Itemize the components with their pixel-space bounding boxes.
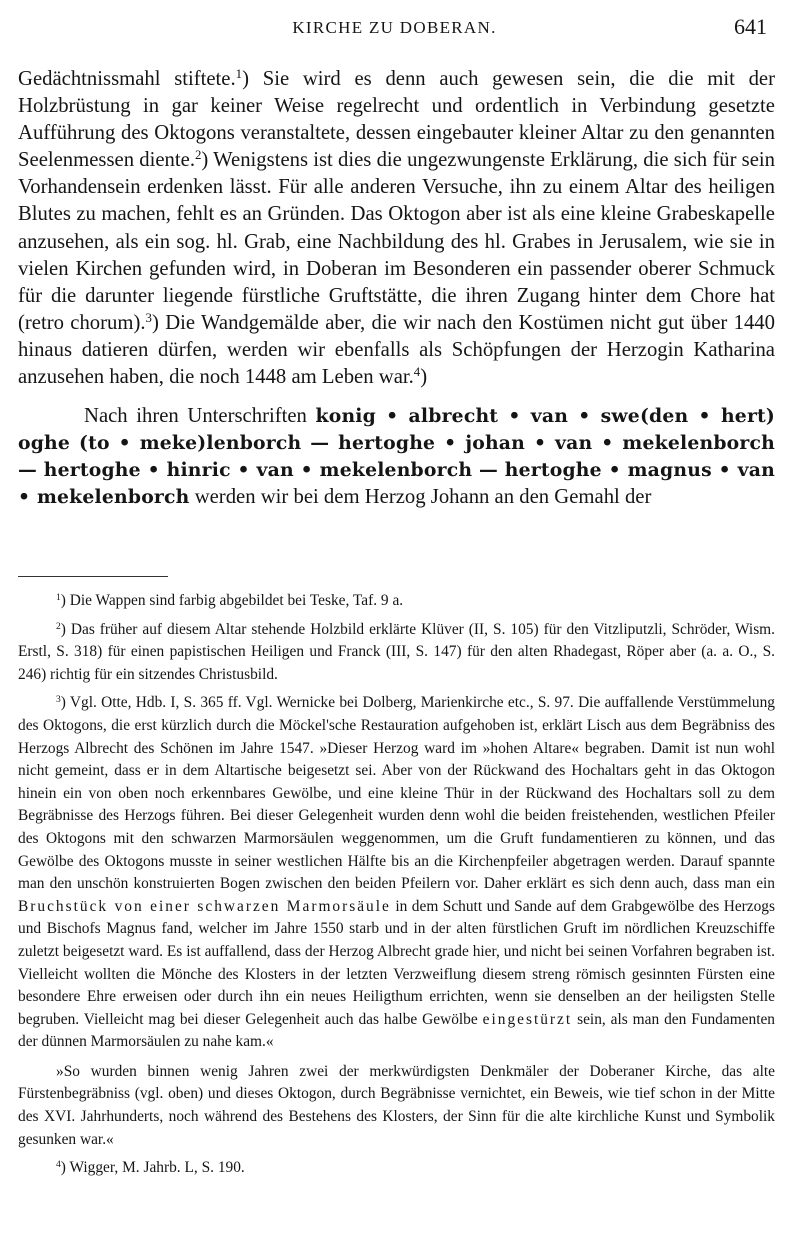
footnote-3-spaced-1: Bruchstück von einer schwarzen Marmorsäule <box>18 897 391 915</box>
footnote-1 <box>18 590 775 613</box>
footnote-ref-2: 2 <box>195 148 202 163</box>
footnote-rule <box>18 576 168 577</box>
p2-outro: werden wir bei dem Herzog Johann an den Gemahl der <box>194 486 652 509</box>
page-number: 641 <box>734 14 767 39</box>
p2-intro: Nach ihren Unterschriften <box>84 405 307 428</box>
blackletter-inscription: konig • albrecht • van • swe(den • hert) oghe (to • meke)lenborch — hertoghe • johan • van • mekelenborch — hertoghe • hinric • van • mekelenborch — hertoghe • magnus • van • mekelenborch <box>18 405 776 509</box>
footnote-ref-4: 4 <box>413 364 421 379</box>
footnote-3-text-3: sein, als man den Fundamenten der dünnen Marmorsäulen zu nahe kam.« <box>18 1010 775 1051</box>
p1-text-c: ) Wenigstens ist dies die ungezwungenste Erklärung, die sich für sein Vorhandensein erdenken lässt. Für alle anderen Versuche, ihn zu einem Altar des heiligen Blutes zu machen, fehlt es an Gründen. Das Oktogon aber ist als eine kleine Grabeskapelle anzusehen, als ein sog. hl. Grab, eine Nachbildung des hl. Grabes in Jerusalem, wie sie in vielen Kirchen gefunden wird, in Doberan im Besonderen ein passender oberer Schmuck für die darunter liegende fürstliche Gruftstätte, die ihren Zugang hinter dem Chore hat (retro chorum). <box>18 149 776 334</box>
footnote-2 <box>18 619 775 687</box>
main-text <box>18 66 775 512</box>
paragraph-2 <box>18 403 775 511</box>
footnote-4-mark: 4 <box>56 1159 61 1170</box>
footnotes <box>18 590 775 1186</box>
footnote-2-text: ) Das früher auf diesem Altar stehende Holzbild erklärte Klüver (II, S. 105) für den Vitzliputzli, Schröder, Wism. Erstl, S. 318) für einen papistischen Heiligen und Franck (III, S. 147) für den alten Rhadegast, Röper aber (a. a. O., S. 246) richtig für ein sitzendes Christusbild. <box>18 620 775 683</box>
p1-text-b: ) Sie wird es denn auch gewesen sein, die die mit der Holzbrüstung in gar keiner Weise regelrecht und ordentlich in Verbindung gesetzte Aufführung des Oktogons veranstaltete, dessen eingebauter kleiner Altar zu den genannten Seelenmessen diente. <box>18 68 775 172</box>
footnote-ref-1: 1 <box>235 66 243 81</box>
paragraph-1 <box>18 66 775 391</box>
footnote-1-mark: 1 <box>56 591 61 603</box>
footnote-4-text: ) Wigger, M. Jahrb. L, S. 190. <box>60 1159 245 1177</box>
p1-text-d: ) Die Wandgemälde aber, die wir nach den Kostümen nicht gut über 1440 hinaus datieren dürfen, werden wir ebenfalls als Schöpfungen der Herzogin Katharina anzusehen haben, die noch 1448 am Leben war. <box>18 311 775 389</box>
running-head <box>18 14 771 44</box>
footnote-3-text-1: ) Vgl. Otte, Hdb. I, S. 365 ff. Vgl. Wernicke bei Dolberg, Marienkirche etc., S. 97. Die auffallende Verstümmelung des Oktogons, die erst kürzlich durch die Möckel'sche Restauration aufgehoben ist, erklärt Lisch aus dem Begräbniss des Herzogs Albrecht des Schönen im Jahre 1547. »Dieser Herzog ward im »hohen Altare« begraben. Damit ist nun wohl nicht gemeint, dass er in dem Altartische beigesetzt sei. Aber von der Rückwand des Hochaltars geht in das Oktogon hinein ein von oben noch erkennbares Gewölbe, und eine kleine Thür in der Rückwand des Hochaltars soll zu dem Begräbnisse des Herzogs führen. Bei dieser Gelegenheit wurden denn wohl die beiden freistehenden, westlichen Pfeiler des Oktogons mit den schwarzen Marmorsäulen weggenommen, um die Gruft fundamentieren zu können, und das Gewölbe des Oktogons musste in seiner westlichen Hälfte bis an die Kirchenpfeiler abgetragen werden. Darauf spannte man den unschön konstruierten Bogen zwischen den beiden Pfeilern vor. Daher erklärt es sich denn auch, dass man ein <box>18 694 775 893</box>
footnote-3-mark: 3 <box>56 694 61 706</box>
footnote-4 <box>18 1157 775 1180</box>
running-title: KIRCHE ZU DOBERAN. <box>292 18 497 37</box>
footnote-3-spaced-2: eingestürzt <box>482 1010 573 1028</box>
footnote-2-mark: 2 <box>56 620 61 632</box>
footnote-3-text-2: in dem Schutt und Sande auf dem Grabgewölbe des Herzogs und Bischofs Magnus fand, welcher im Jahre 1550 starb und in der alten fürstlichen Gruft im nördlichen Kreuzschiffe zuletzt beigesetzt ward. Es ist auffallend, dass der Herzog Albrecht grade hier, und nicht bei seinen Vorfahren begraben ist. Vielleicht wollten die Mönche des Klosters in der letzten Verzweiflung diesem streng römisch gesinnten Fürsten eine besondere Ehre erweisen oder durch ihn ein neues Heiligthum errichten, wenn sie denselben an der heiligsten Stelle begruben. Vielleicht mag bei dieser Gelegenheit auch das halbe Gewölbe <box>18 897 775 1028</box>
footnote-1-text: ) Die Wappen sind farbig abgebildet bei Teske, Taf. 9 a. <box>60 592 404 609</box>
footnote-3 <box>18 692 775 1054</box>
footnote-3-quote: »So wurden binnen wenig Jahren zwei der merkwürdigsten Denkmäler der Doberaner Kirche, das alte Fürstenbegräbniss (vgl. oben) und dieses Oktogon, durch Begräbnisse vernichtet, ein Beweis, wie tief schon in der Mitte des XVI. Jahrhunderts, noch während des Bestehens des Klosters, der Sinn für die alte kirchliche Kunst und Symbolik gesunken war.« <box>18 1062 775 1148</box>
footnote-ref-3: 3 <box>145 310 152 325</box>
p1-text-e: ) <box>420 366 428 389</box>
p1-text-a: Gedächtnissmahl stiftete. <box>18 68 236 90</box>
